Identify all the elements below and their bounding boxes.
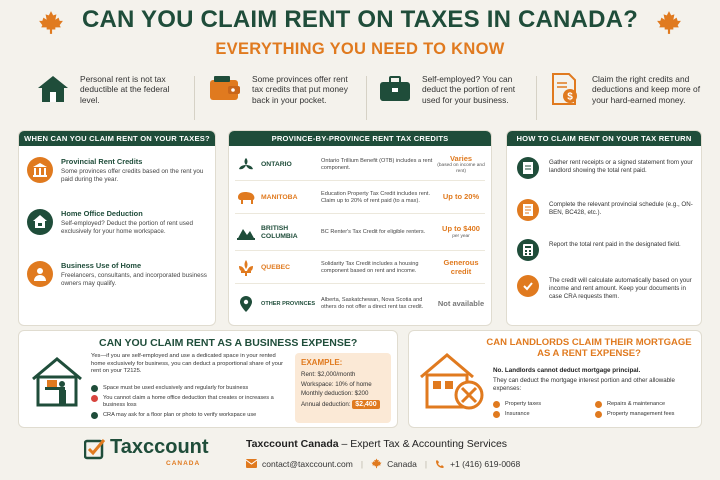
when-item-title: Home Office Deduction: [61, 209, 143, 218]
receipt-icon: [517, 157, 539, 179]
bullet-item: [91, 385, 287, 392]
svg-text:$: $: [567, 91, 573, 103]
province-value-text: Generous credit: [443, 257, 479, 276]
when-item: [27, 209, 207, 236]
province-name: BRITISH COLUMBIA: [261, 224, 298, 240]
company-name: Taxccount Canada: [246, 438, 339, 450]
when-item-desc: Freelancers, consultants, and incorporated business owners may qualify.: [61, 272, 207, 287]
maple-leaf-icon: [656, 10, 682, 36]
how-panel-title: HOW TO CLAIM RENT ON YOUR TAX RETURN: [507, 131, 701, 146]
province-desc: Education Property Tax Credit includes rent. Claim up to 20% of rent paid (to a max).: [321, 190, 431, 204]
province-row: [235, 252, 485, 284]
expense-text: Property taxes: [505, 401, 542, 407]
when-item: [27, 157, 207, 184]
key-facts-strip: [22, 70, 702, 126]
province-value-text: Not available: [437, 298, 485, 308]
bullet-text: CRA may ask for a floor plan or photo to verify workspace use: [103, 411, 257, 418]
province-row: [235, 215, 485, 251]
home-office-icon: [27, 209, 53, 235]
contact-line: contact@taxccount.com | Canada | +1 (416) 619-0068: [246, 458, 520, 469]
fact-text: Personal rent is not tax deductible at the federal level.: [80, 74, 170, 105]
how-step: [517, 239, 693, 261]
when-panel: [18, 130, 216, 326]
example-line: Rent: $2,000/month: [301, 371, 356, 378]
expense-text: Property management fees: [607, 411, 675, 417]
business-bullets: [91, 385, 287, 422]
fact-text: Claim the right credits and deductions and keep more of your hard-earned money.: [592, 74, 701, 105]
province-value: [437, 155, 485, 175]
bullet-text: Space must be used exclusively and regularly for business: [103, 385, 249, 391]
province-value-text: Up to 20%: [442, 192, 480, 202]
fleur-de-lis-icon: [235, 259, 257, 277]
how-step-text: Report the total rent paid in the designated field.: [549, 241, 681, 248]
how-panel: [506, 130, 702, 326]
how-step-text: The credit will calculate automatically based on your income and rent amount. Keep your documents in case CRA requests them.: [549, 277, 692, 301]
example-line: Workspace: 10% of home: [301, 380, 372, 388]
check-icon: [493, 411, 500, 418]
fact-item: [206, 70, 356, 126]
brand-sub: CANADA: [166, 460, 201, 467]
bullet-text: You cannot claim a home office deduction that creates or increases a business loss: [103, 395, 274, 408]
province-desc: Ontario Trillium Benefit (OTB) includes a rent component.: [321, 157, 433, 171]
province-value-note: (based on income and rent): [437, 163, 485, 174]
business-title: CAN YOU CLAIM RENT AS A BUSINESS EXPENSE?: [99, 337, 358, 349]
fact-text: Self-employed? You can deduct the portion of rent used for your business.: [422, 74, 516, 105]
example-box: [295, 353, 391, 423]
how-step: [517, 199, 693, 221]
brand-name: Taxccount: [110, 436, 209, 458]
phone-icon: [435, 459, 445, 469]
company-tagline: – Expert Tax & Accounting Services: [341, 438, 508, 450]
when-item-desc: Self-employed? Deduct the portion of rent used exclusively for your home workspace.: [61, 220, 193, 235]
landlords-title-line: AS A RENT EXPENSE?: [537, 348, 641, 360]
when-panel-title: WHEN CAN YOU CLAIM RENT ON YOUR TAXES?: [19, 131, 215, 146]
phone-link[interactable]: +1 (416) 619-0068: [450, 458, 521, 469]
house-icon: [34, 70, 72, 108]
landlords-body: They can deduct the mortgage interest portion and other allowable expenses:: [493, 377, 675, 393]
fact-item: [34, 70, 184, 126]
landlords-title-line: CAN LANDLORDS CLAIM THEIR MORTGAGE: [486, 337, 692, 348]
landlords-panel: [408, 330, 702, 428]
province-desc: Solidarity Tax Credit includes a housing component based on rent and income.: [321, 260, 419, 274]
expense-list: [493, 401, 697, 418]
expense-text: Repairs & maintenance: [607, 401, 666, 407]
province-value-note: per year: [452, 234, 470, 240]
fact-item: [546, 70, 702, 126]
footer: [0, 430, 720, 480]
how-step-text: Complete the relevant provincial schedule (e.g., ON-BEN, BC428, etc.).: [549, 201, 693, 217]
expense-item: [595, 401, 697, 408]
landlords-lead: No. Landlords cannot deduct mortgage principal.: [493, 367, 641, 374]
email-link[interactable]: contact@taxccount.com: [262, 458, 353, 469]
provinces-panel: [228, 130, 492, 326]
form-icon: [517, 199, 539, 221]
province-name: MANITOBA: [261, 193, 298, 201]
expense-item: [493, 401, 595, 408]
annual-label: Annual deduction:: [301, 400, 351, 408]
calculator-icon: [517, 239, 539, 261]
maple-leaf-icon: [371, 458, 382, 469]
pin-icon: [235, 295, 257, 313]
email-icon: [246, 459, 257, 468]
check-icon: [595, 411, 602, 418]
province-value-text: Up to $400: [442, 224, 480, 234]
province-name: ONTARIO: [261, 160, 292, 168]
check-icon: [91, 412, 98, 419]
check-icon: [91, 385, 98, 392]
provinces-panel-title: PROVINCE-BY-PROVINCE RENT TAX CREDITS: [229, 131, 491, 146]
expense-item: [595, 411, 697, 418]
how-step-text: Gather rent receipts or a signed statement from your landlord showing the total rent paid.: [549, 159, 693, 175]
landlords-title: [479, 337, 699, 360]
province-value: [437, 300, 485, 309]
fact-text: Some provinces offer rent tax credits that put money back in your pocket.: [252, 74, 348, 105]
province-desc: BC Renter's Tax Credit for eligible renters.: [321, 229, 426, 235]
province-name: OTHER PROVINCES: [261, 300, 316, 307]
when-item-title: Business Use of Home: [61, 261, 142, 270]
bullet-item: [91, 412, 287, 419]
when-item: [27, 261, 207, 288]
how-step: [517, 157, 693, 179]
annual-value: $2,400: [352, 400, 379, 409]
bison-icon: [235, 191, 257, 205]
province-row: [235, 182, 485, 214]
check-icon: [595, 401, 602, 408]
business-intro: Yes—if you are self-employed and use a dedicated space in your rented home exclusively for business, you can deduct a proportional share of your rent on your T2125.: [91, 353, 284, 375]
location-text: Canada: [387, 458, 417, 469]
logo-check-icon: [84, 438, 106, 460]
house-no-mortgage-icon: [417, 351, 487, 411]
province-row: [235, 149, 485, 181]
briefcase-icon: [376, 70, 414, 108]
expense-text: Insurance: [505, 411, 530, 417]
province-row: [235, 286, 485, 322]
province-name: QUEBEC: [261, 263, 291, 271]
province-desc: Alberta, Saskatchewan, Nova Scotia and others do not offer a direct rent tax credit.: [321, 297, 424, 310]
province-value: [437, 193, 485, 202]
mountain-icon: [235, 225, 257, 241]
document-dollar-icon: [546, 70, 584, 108]
wallet-icon: [206, 70, 244, 108]
expense-item: [493, 411, 595, 418]
province-value: [437, 259, 485, 276]
person-icon: [27, 261, 53, 287]
business-expense-panel: [18, 330, 398, 428]
example-line: Monthly deduction: $200: [301, 390, 369, 398]
home-office-icon: [29, 353, 85, 409]
page-title: CAN YOU CLAIM RENT ON TAXES IN CANADA?: [81, 6, 639, 33]
how-step: [517, 275, 693, 301]
building-icon: [27, 157, 53, 183]
check-icon: [493, 401, 500, 408]
example-label: EXAMPLE:: [301, 358, 343, 367]
company-line: [246, 438, 507, 450]
province-value: [437, 225, 485, 239]
trillium-icon: [235, 156, 257, 174]
x-icon: [91, 395, 98, 402]
when-item-title: Provincial Rent Credits: [61, 157, 143, 166]
fact-item: [376, 70, 526, 126]
check-icon: [517, 275, 539, 297]
bullet-item: [91, 395, 287, 409]
page-subtitle: EVERYTHING YOU NEED TO KNOW: [215, 40, 505, 58]
province-value-text: Varies: [449, 153, 473, 163]
when-item-desc: Some provinces offer credits based on the rent you paid during the year.: [61, 168, 204, 183]
